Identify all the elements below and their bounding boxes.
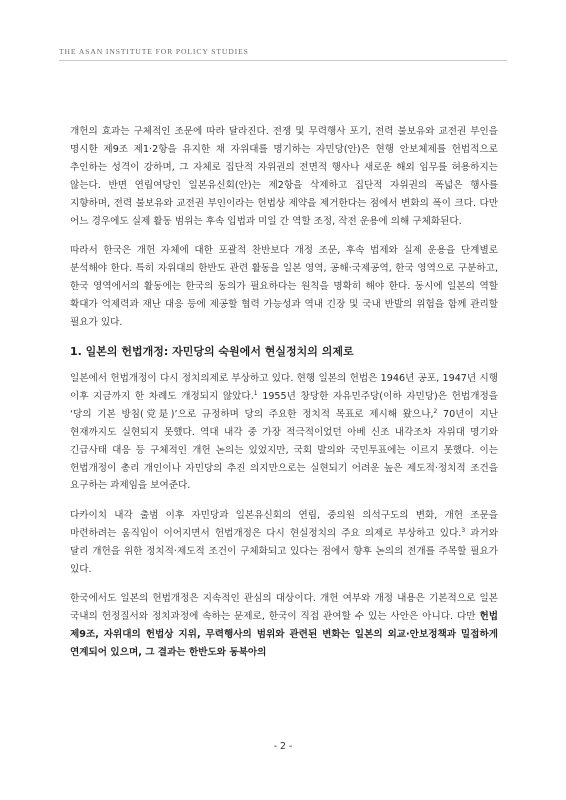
header-divider bbox=[59, 60, 507, 61]
page-number: - 2 - bbox=[273, 741, 293, 752]
footnote-ref-1[interactable]: 1 bbox=[253, 389, 258, 397]
document-body bbox=[70, 123, 498, 673]
paragraph-3-text-b: 1955년 창당한 자유민주당(이하 자민당)은 헌법개정을 ‘당의 기본 방침(党是)’으로 규정하며 당의 주요한 정치적 목표로 제시해 왔으나, bbox=[70, 390, 498, 420]
paragraph-3 bbox=[70, 370, 498, 495]
section-heading: 1. 일본의 헌법개정: 자민당의 숙원에서 현실정치의 의제로 bbox=[70, 344, 354, 358]
paragraph-3-text-a: 일본에서 헌법개정이 다시 정치의제로 부상하고 있다. 현행 일본의 헌법은 1946년 공포, 1947년 시행 이후 지금까지 한 차례도 개정되지 않았다. bbox=[70, 372, 498, 402]
paragraph-3-text-c: 70년이 지난 현재까지도 실현되지 못했다. 역대 내각 중 가장 적극적이었던 아베 신조 내각조차 자위대 명기와 긴급사태 대응 등 구체적인 개헌 논의는 있었지만, 국회 발의와 국민투표에는 이르지 못했다. 이는 헌법개정이 총리 개인이나 자민당의 추진 의지만으로는 실현되기 어려운 높은 제도적·정치적 조건을 요구하는 과제임을 보여준다. bbox=[70, 408, 498, 492]
paragraph-4 bbox=[70, 507, 498, 579]
paragraph-2: 따라서 한국은 개헌 자체에 대한 포괄적 찬반보다 개정 조문, 후속 법제와 실제 운용을 단계별로 분석해야 한다. 특히 자위대의 한반도 관련 활동을 일본 영역, 공해·국제공역, 한국 영역으로 구분하고, 한국 영역에서의 활동에는 한국의 동의가 필요하다는 원칙을 명확히 해야 한다. 동시에 일본의 역할 확대가 억제력과 재난 대응 등에 제공할 협력 가능성과 역내 긴장 및 국내 반발의 위험을 함께 관리할 필요가 있다. bbox=[70, 244, 498, 328]
paragraph-5-text-a: 한국에서도 일본의 헌법개정은 지속적인 관심의 대상이다. 개헌 여부와 개정 내용은 기본적으로 일본 국내의 헌정질서와 정치과정에 속하는 문제로, 한국이 직접 관여할 수 있는 사안은 아니다. 다만 bbox=[70, 592, 498, 622]
paragraph-5 bbox=[70, 590, 498, 662]
paragraph-5-bold-text: 헌법 제9조, 자위대의 헌법상 지위, 무력행사의 범위와 관련된 변화는 일본의 외교·안보정책과 밀접하게 연계되어 있으며, 그 결과는 한반도와 동북아의 bbox=[70, 610, 498, 658]
document-header: THE ASAN INSTITUTE FOR POLICY STUDIES bbox=[59, 47, 249, 56]
footnote-ref-2[interactable]: 2 bbox=[433, 407, 438, 415]
paragraph-1: 개헌의 효과는 구체적인 조문에 따라 달라진다. 전쟁 및 무력행사 포기, 전력 불보유와 교전권 부인을 명시한 제9조 제1·2항을 유지한 채 자위대를 명기하는 자민당(안)은 현행 안보체제를 헌법적으로 추인하는 성격이 강하며, 그 자체로 집단적 자위권의 전면적 행사나 새로운 해외 임무를 허용하지는 않는다. 반면 연립여당인 일본유신회(안)는 제2항을 삭제하고 집단적 자위권의 폭넓은 행사를 지향하며, 전력 불보유와 교전권 부인이라는 헌법상 제약을 제거한다는 점에서 변화의 폭이 크다. 다만 어느 경우에도 실제 활동 범위는 후속 입법과 미일 간 역할 조정, 작전 운용에 의해 구체화된다. bbox=[70, 126, 498, 227]
paragraph-4-text-b: 과거와 달리 개헌을 위한 정치적·제도적 조건이 구체화되고 있다는 점에서 향후 논의의 전개를 주목할 필요가 있다. bbox=[70, 527, 498, 575]
paragraph-4-text-a: 다카이치 내각 출범 이후 자민당과 일본유신회의 연립, 중의원 의석구도의 변화, 개헌 조문을 마련하려는 움직임이 이어지면서 헌법개정은 다시 현실정치의 주요 의제로 부상하고 있다. bbox=[70, 509, 498, 539]
footnote-ref-3[interactable]: 3 bbox=[461, 526, 466, 534]
